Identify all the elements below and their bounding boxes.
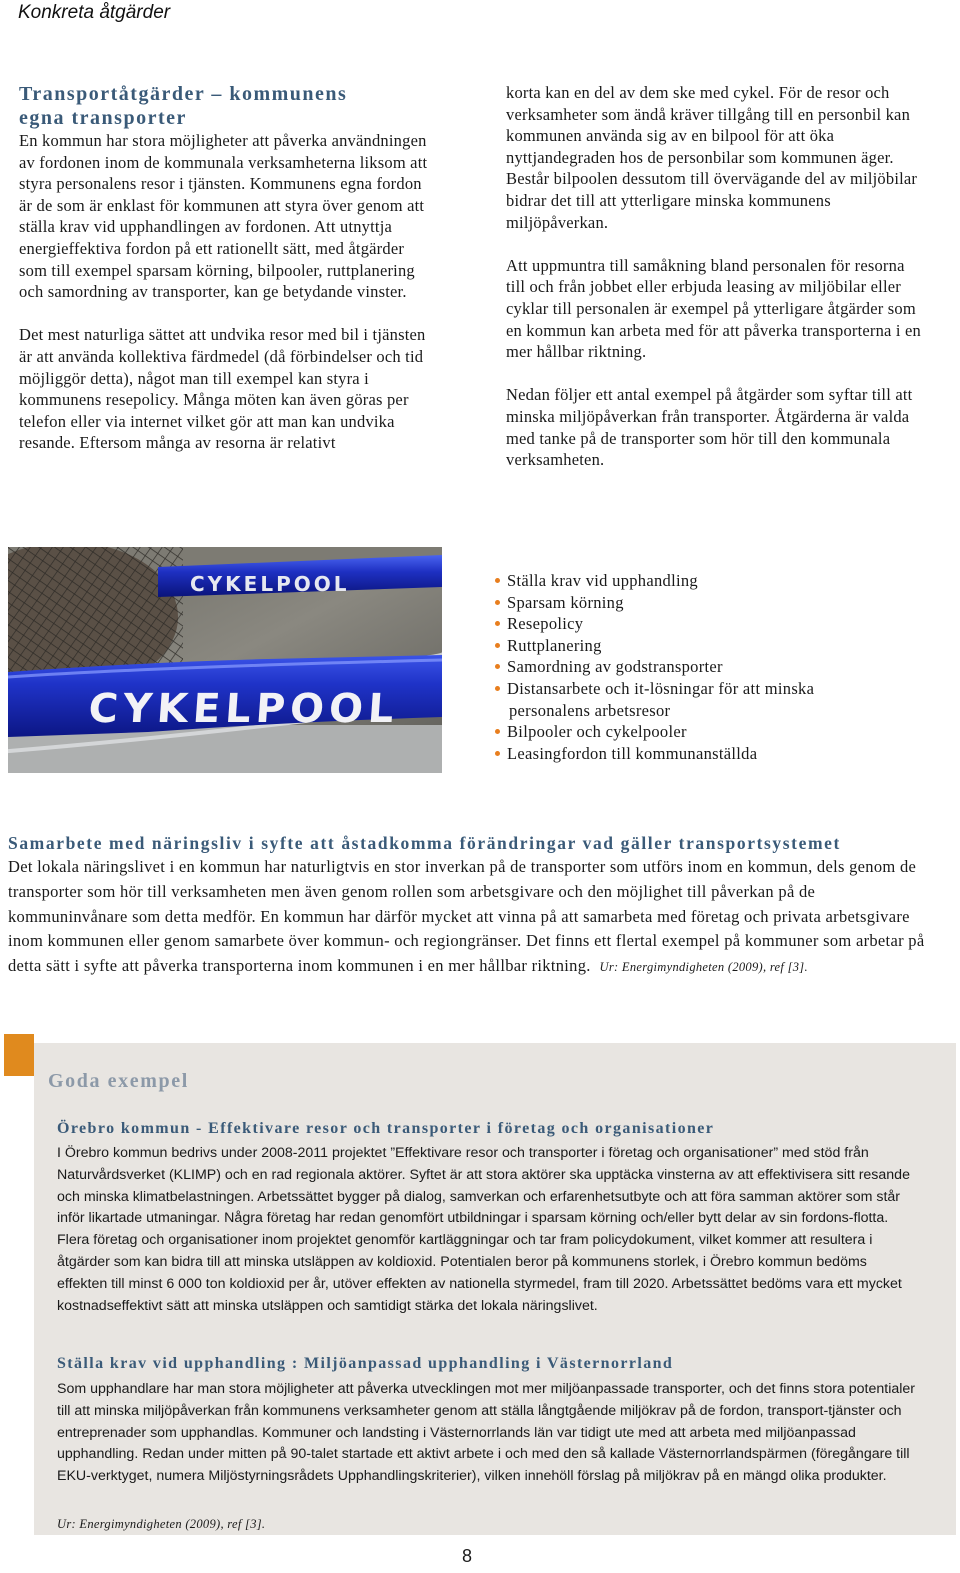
section-heading-line-1: Transportåtgärder – kommunens: [19, 83, 348, 105]
bike-pool-photo: [8, 547, 442, 773]
running-header: Konkreta åtgärder: [18, 2, 171, 23]
left-paragraph-1: En kommun har stora möjligheter att påverka användningen av fordonen inom de kommunala verksamheterna liksom att styra personalens resor i tjänsten. Kommunens egna fordon är de som är enklast för kommunen att styra över genom att ställa krav vid upphandlingen av fordonen. Att utnyttja energieffektiva fordon på ett rationellt sätt, med åtgärder som till exempel sparsam körning, bilpooler, ruttplanering och samordning av transporter, kan ge betydande vinster.: [19, 131, 428, 302]
section-heading-line-2: egna transporter: [19, 107, 187, 129]
section2-heading: Samarbete med näringsliv i syfte att åstadkomma förändringar vad gäller transportsystemet: [8, 833, 841, 853]
list-item: Leasingfordon till kommunanställda: [494, 743, 924, 765]
list-item: Distansarbete och it-lösningar för att minska personalens arbetsresor: [494, 678, 924, 721]
left-column: [19, 82, 429, 476]
section2-body: [8, 855, 928, 980]
right-paragraph-2: Att uppmuntra till samåkning bland personalen för resorna till och från jobbet eller erbjuda leasing av miljöbilar eller cyklar till personalen är exempel på ytterligare åtgärder som en kommun kan arbeta med för att påverka transporterna i en mer hållbar riktning.: [506, 255, 921, 362]
list-item: Resepolicy: [494, 613, 924, 635]
list-item: Sparsam körning: [494, 592, 924, 614]
photo-lettering-main: CYKELPOOL: [87, 686, 401, 732]
right-column: [506, 82, 926, 492]
case2-source: Ur: Energimyndigheten (2009), ref [3].: [57, 1517, 266, 1531]
case1-body: I Örebro kommun bedrivs under 2008-2011 projektet ”Effektivare resor och transporter i företag och organisationer” med stöd från Naturvårdsverket (KLIMP) och en rad regionala aktörer. Syftet är att stora aktörer ska upptäcka vinsterna av att effektivisera sitt resande och minska klimatbelastningen. Arbetssättet bygger på dialog, samverkan och erfarenhetsutbyte och att föra samman aktörer som står inför likartade utmaningar. Några företag har redan genomfört utbildningar i sparsam körning och/eller bytt delar av sin fordons-flotta. Flera företag och organisationer inom projektet genomför kartläggningar och tar fram policydokument, vilket kommer att resultera i åtgärder som kan bidra till att minska utsläppen av koldioxid. Potentialen beror på kommunens storlek, i Örebro kommun bedöms effekten till minst 6 000 ton koldioxid per år, utöver effekten av nationella styrmedel, fram till 2020. Arbetssättet bedöms vara ett mycket kostnadseffektivt sätt att minska utsläppen och samtidigt stärka det lokala näringslivet.: [57, 1145, 910, 1314]
orange-accent-tab: [4, 1034, 34, 1076]
good-examples-title: Goda exempel: [48, 1070, 189, 1092]
right-paragraph-1: korta kan en del av dem ske med cykel. För de resor och verksamheter som ändå kräver tillgång till en personbil kan kommunen använda sig av en bilpool för att öka nyttjandegraden hos de personbilar som kommunen äger. Består bilpoolen dessutom till övervägande del av miljöbilar bidrar det till att ytterligare minska kommunens miljöpåverkan.: [506, 83, 918, 232]
list-item: Ställa krav vid upphandling: [494, 570, 924, 592]
section2-source: Ur: Energimyndigheten (2009), ref [3].: [599, 960, 808, 975]
list-item: Bilpooler och cykelpooler: [494, 721, 924, 743]
list-item: Ruttplanering: [494, 635, 924, 657]
case2-heading: Ställa krav vid upphandling : Miljöanpassad upphandling i Västernorrland: [57, 1355, 674, 1372]
photo-lettering-top: CYKELPOOL: [190, 572, 350, 596]
section-heading: [19, 82, 429, 130]
business-cooperation-section: [8, 832, 928, 980]
list-item: Samordning av godstransporter: [494, 656, 924, 678]
left-paragraph-2: Det mest naturliga sättet att undvika resor med bil i tjänsten är att använda kollektiva färdmedel (då förbindelser och tid möjliggör detta), något man till exempel kan styra i kommunens resepolicy. Många möten kan även göras per telefon eller via internet vilket gör att man kan undvika resande. Eftersom många av resorna är relativt: [19, 325, 426, 453]
case2-body: Som upphandlare har man stora möjligheter att påverka utvecklingen mot mer miljöanpassade transporter, och det finns stora potentialer till att minska miljöpåverkan från kommunens verksamheter genom att ställa långtgående miljökrav på de fordon, transport-tjänster och entreprenader som upphandlas. Kommuner och landsting i Västernorrlands län var tidigt ute med att arbeta med miljöanpassad upphandling. Redan under mitten på 90-talet startade ett aktivt arbete i och med den så kallade Västernorrlandspärmen (föregångare till EKU-verktyget, numera Miljöstyrningsrådets Upphandlingskriterier), vilken innehöll förslag på miljökrav på en mängd olika produkter.: [57, 1381, 916, 1485]
case1-heading: Örebro kommun - Effektivare resor och transporter i företag och organisationer: [57, 1120, 715, 1137]
right-paragraph-3: Nedan följer ett antal exempel på åtgärder som syftar till att minska miljöpåverkan från transporter. Åtgärderna är valda med tanke på de transporter som hör till den kommunala verksamheten.: [506, 385, 913, 470]
list-item-continuation: personalens arbetsresor: [509, 700, 671, 720]
measures-list: [494, 570, 924, 764]
section2-text: Det lokala näringslivet i en kommun har naturligtvis en stor inverkan på de transporter som utförs inom en kommun, dels genom de transporter som hör till verksamheten men även genom rollen som arbetsgivare och den möjlighet till påverkan på de kommuninvånare som detta medför. En kommun har därför mycket att vinna på att samarbeta med företag och privata arbetsgivare inom kommunen eller genom samarbete över kommun- och regiongränser. Det finns ett flertal exempel på kommuner som arbetar på detta sätt i syfte att påverka transporterna inom kommunen i en mer hållbar riktning.: [8, 857, 925, 976]
bike-pool-illustration: [8, 547, 442, 773]
page-number: 8: [462, 1546, 473, 1566]
